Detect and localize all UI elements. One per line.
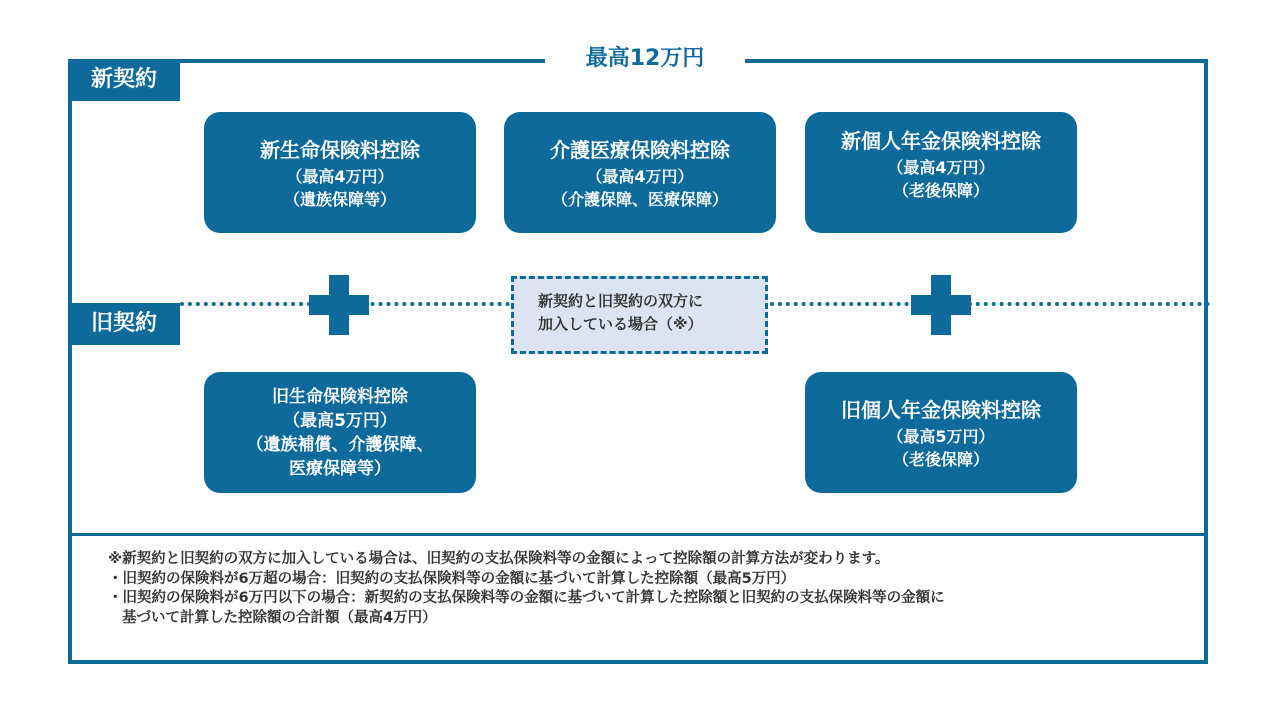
nursing-medical-deduction-box — [504, 112, 776, 233]
plus-icon-right — [911, 275, 971, 335]
note-line-2: 加入している場合（※） — [538, 315, 703, 333]
both-contracts-note — [511, 276, 768, 354]
box-title: 介護医療保険料控除 — [550, 137, 730, 162]
box-coverage: （遺族補償、介護保障、 — [246, 434, 434, 455]
new-pension-deduction-box — [805, 112, 1077, 233]
footnote-line-4: 基づいて計算した控除額の合計額（最高4万円） — [122, 609, 437, 626]
box-title: 新個人年金保険料控除 — [841, 129, 1041, 153]
box-coverage: （老後保障） — [892, 449, 989, 469]
old-pension-deduction-box — [805, 372, 1077, 493]
separator-dotted-line-right — [770, 302, 1210, 306]
box-max: （最高4万円） — [286, 166, 394, 186]
plus-icon-left — [309, 275, 369, 335]
old-contract-tag: 旧契約 — [68, 303, 180, 345]
footnote-line-3: ・旧契約の保険料が6万円以下の場合：新契約の支払保険料等の金額に基づいて計算した控除額と旧契約の支払保険料等の金額に — [108, 590, 945, 606]
box-coverage-cont: 医療保障等） — [289, 458, 391, 479]
footnotes — [108, 550, 1198, 628]
note-line-1: 新契約と旧契約の双方に — [538, 292, 704, 310]
box-max: （最高4万円） — [887, 158, 995, 177]
box-title: 旧個人年金保険料控除 — [841, 397, 1041, 422]
box-max: （最高5万円） — [887, 426, 995, 446]
box-max: （最高4万円） — [586, 166, 694, 186]
box-title: 新生命保険料控除 — [260, 137, 420, 162]
old-life-insurance-deduction-box — [204, 372, 476, 493]
notes-divider — [68, 533, 1208, 536]
box-coverage: （介護保障、医療保障） — [551, 189, 728, 209]
box-coverage: （老後保障） — [892, 181, 989, 200]
new-life-insurance-deduction-box — [204, 112, 476, 233]
footnote-line-1: ※新契約と旧契約の双方に加入している場合は、旧契約の支払保険料等の金額によって控除額の計算方法が変わります。 — [108, 551, 890, 567]
new-contract-tag: 新契約 — [68, 59, 180, 101]
max-total-title: 最高12万円 — [585, 46, 705, 71]
box-coverage: （遺族保障等） — [283, 189, 396, 209]
box-title: 旧生命保険料控除 — [272, 386, 408, 407]
box-max: （最高5万円） — [283, 410, 397, 431]
footnote-line-2: ・旧契約の保険料が6万超の場合：旧契約の支払保険料等の金額に基づいて計算した控除額（最高5万円） — [108, 570, 796, 587]
